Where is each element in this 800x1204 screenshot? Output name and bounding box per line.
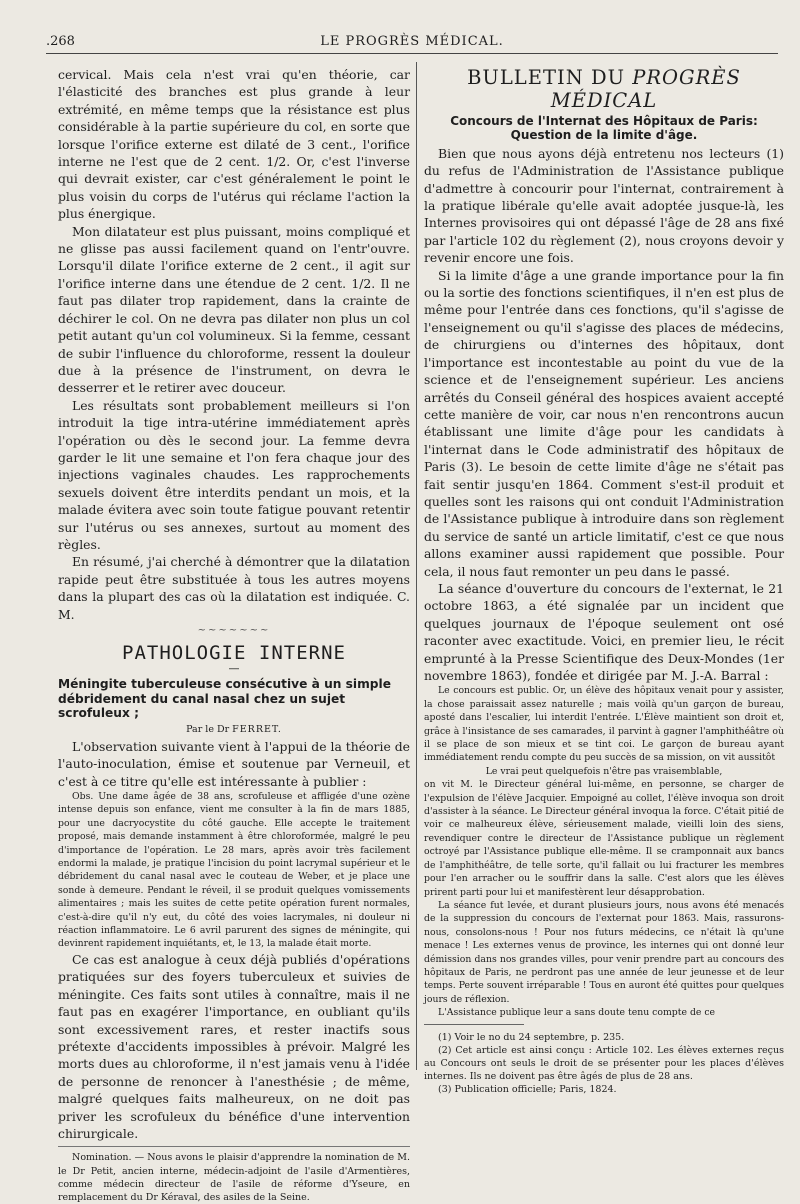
left-column [58, 66, 410, 1204]
section-title: PATHOLOGIE INTERNE [122, 642, 346, 664]
nomination-note [58, 1151, 410, 1204]
quotation-aside: Le vrai peut quelquefois n'être pas vraisemblable, [485, 765, 723, 777]
header-rule [46, 53, 778, 54]
column-divider [416, 62, 417, 1070]
ornament-divider: ~~~~~~~ [197, 625, 271, 636]
journal-title: LE PROGRÈS MÉDICAL. [320, 34, 504, 49]
separator-rule [58, 1146, 410, 1147]
paragraph-text: En résumé, j'ai cherché à démontrer que la dilatation rapide peut être substituée à tous les autres moyens dans la plupart des cas où la dilatation est indiquée. [58, 554, 410, 605]
quotation: L'Assistance publique leur a sans doute tenu compte de ce [438, 1007, 716, 1019]
right-column [424, 66, 784, 1097]
signature: C. M. [58, 589, 410, 622]
paragraph: Si la limite d'âge a une grande importance pour la fin ou la sortie des fonctions scientifiques, il n'en est plus de même pour l'entrée dans ces fonctions, qu'il s'agisse de l'enseignement ou qu'il s'agisse des places de médecins, de chirurgiens ou d'internes des hôpitaux, dont l'importance est incontestable au point du vue de la science et de l'enseignement supérieur. Les anciens arrêtés du Conseil général des hospices avaient accepté cette manière de voir, car nous n'en rencontrons aucun établissant une limite d'âge pour les candidats à l'internat dans le Code administratif des hôpitaux de Paris (3). Le besoin de cette limite d'âge ne s'était pas fait sentir jusqu'en 1864. Comment s'est-il produit et quelles sont les raisons qui ont conduit l'Administration de l'Assistance publique à introduire dans son règlement du service de santé un article limitatif, c'est ce que nous allons examiner aussi rapidement que possible. Pour cela, il nous faut remonter un peu dans le passé. [424, 267, 784, 579]
quotation: on vit M. le Directeur général lui-même, en personne, se charger de l'expulsion de l'élève Jacquier. Empoigné au collet, l'élève invoqua son droit d'assister à la séance. Le Directeur général invoqua la force. C'était pitié de voir ce malheureux élève, sérieusement malade, vieilli loin des siens, revendiquer contre le directeur de l'Assistance publique un règlement octroyé par l'Assistance publique elle-même. Il se cramponnait aux bancs de l'amphithéâtre, de telle sorte, qu'il fallait ou lui fracturer les membres pour l'en arracher ou le souffrir dans la salle. C'est alors que les élèves prirent parti pour lui et manifestèrent leur désapprobation. [424, 779, 784, 898]
page-header [46, 34, 778, 54]
footnote-rule [424, 1024, 524, 1025]
bulletin-title [424, 66, 784, 112]
nomination-label: Nomination. [72, 1152, 132, 1164]
paragraph: Bien que nous ayons déjà entretenu nos lecteurs (1) du refus de l'Administration de l'Assistance publique d'admettre à concourir pour l'internat, contrairement à la pratique libérale qu'elle avait adoptée jusque-là, les Internes provisoires qui ont dépassé l'âge de 28 ans fixé par l'article 102 du règlement (2), nous croyons devoir y revenir encore une fois. [424, 145, 784, 266]
footnote: (2) Cet article est ainsi conçu : Article 102. Les élèves externes reçus au Concours ont seuls le droit de se présenter pour les places d'élèves internes. Ils ne doivent pas être âgés de plus de 28 ans. [424, 1044, 784, 1083]
paragraph [58, 553, 410, 623]
quotation: Le concours est public. Or, un élève des hôpitaux venait pour y assister, la chose paraissait assez naturelle ; mais voilà qu'un garçon de bureau, aposté dans l'escalier, lui interdit l'entrée. L'Élève maintient son droit et, grâce à l'insistance de ses camarades, il parvint à gagner l'amphithéâtre où il se place de son mieux et se tint coi. Le garçon de bureau ayant immédiatement rendu compte du peu succès de sa mission, on vit aussitôt [424, 685, 784, 764]
paragraph: cervical. Mais cela n'est vrai qu'en théorie, car l'élasticité des branches est plus grande à leur extrémité, en même temps que la résistance est plus considérable à la partie supérieure du col, en sorte que lorsque l'orifice externe est dilaté de 3 cent., l'orifice interne ne l'est que de 2 cent. 1/2. Or, c'est l'inverse qui devrait exister, car c'est généralement le point le plus voisin du corps de l'utérus qui réclame l'action la plus énergique. [58, 67, 410, 222]
bulletin-title-plain: BULLETIN DU [467, 66, 626, 89]
paragraph: Les résultats sont probablement meilleurs si l'on introduit la tige intra-utérine immédiatement après l'opération ou dès le second jour. La femme devra garder le lit une semaine et l'on fera chaque jour des injections vaginales chaudes. Les rapprochements sexuels doivent être interdits pendant un mois, et la malade évitera avec soin toute fatigue pouvant retentir sur l'utérus ou ses annexes, surtout au moment des règles. [58, 397, 410, 552]
title-dash: — [228, 662, 240, 675]
paragraph: L'observation suivante vient à l'appui de la théorie de l'auto-inoculation, émise et soutenue par Verneuil, et c'est à ce titre qu'elle est intéressante à publier : [58, 738, 410, 789]
bulletin-subhead: Concours de l'Internat des Hôpitaux de Paris: Question de la limite d'âge. [450, 114, 758, 143]
byline [58, 724, 410, 735]
article-title: Méningite tuberculeuse consécutive à un simple débridement du canal nasal chez un sujet scrofuleux ; [58, 677, 391, 721]
observation: Obs. Une dame âgée de 38 ans, scrofuleuse et affligée d'une ozène intense depuis son enfance, vient me consulter à la fin de mars 1885, pour une dacryocystite du côté gauche. Elle accepte le traitement proposé, mais demande instamment à être chloroformée, malgré le peu d'importance de l'opération. Le 28 mars, après avoir très facilement endormi la malade, je pratique l'incision du point lacrymal supérieur et le débridement du canal nasal avec le couteau de Weber, et je place une sonde à demeure. Pendant le réveil, il se produit quelques vomissements alimentaires ; mais les suites de cette petite opération furent normales, c'est-à-dire qu'il n'y eut, du côté des voies lacrymales, ni douleur ni réaction inflammatoire. Le 6 avril parurent des signes de méningite, qui devinrent rapidement inquiétants, et, le 13, la malade était morte. [58, 791, 410, 950]
author-name: FERRET. [232, 723, 282, 735]
paragraph: Mon dilatateur est plus puissant, moins compliqué et ne glisse pas aussi facilement quand on l'entr'ouvre. Lorsqu'il dilate l'orifice externe de 2 cent., il agit sur l'orifice interne dans une étendue de 2 cent. 1/2. Il ne faut pas dilater trop rapidement, dans la crainte de déchirer le col. On ne devra pas dilater non plus un col petit autant qu'un col volumineux. Si la femme, cessant de subir l'influence du chloroforme, ressent la douleur due à la présence de l'instrument, on devra le desserrer et le retirer avec douceur. [58, 223, 410, 396]
paragraph: La séance d'ouverture du concours de l'externat, le 21 octobre 1863, a été signalée par un incident que quelques journaux de l'époque seulement ont osé raconter avec exactitude. Voici, en premier lieu, le récit emprunté à la Presse Scientifique des Deux-Mondes (1er novembre 1863), fondée et dirigée par M. J.-A. Barral : [424, 580, 784, 683]
footnote: (1) Voir le no du 24 septembre, p. 235. [438, 1031, 625, 1043]
nomination-text: — Nous avons le plaisir d'apprendre la nomination de M. le Dr Petit, ancien interne, médecin-adjoint de l'asile d'Armentières, comme médecin directeur de l'asile de réforme d'Yseure, en remplacement du Dr Kéraval, des asiles de la Seine. [58, 1152, 410, 1203]
byline-par: Par le Dr [186, 723, 230, 735]
page-number: .268 [46, 34, 75, 49]
quotation: La séance fut levée, et durant plusieurs jours, nous avons été menacés de la suppression du concours de l'externat pour 1863. Mais, rassurons-nous, consolons-nous ! Pour nos futurs médecins, ce n'était là qu'une menace ! Les externes venus de province, les internes qui ont donné leur démission dans nos grandes villes, pour venir prendre part au concours des hôpitaux de Paris, ne perdront pas une année de leur jeunesse et de leur temps. Perte souvent irréparable ! Tous en auront été quittes pour quelques jours de réflexion. [424, 899, 784, 1005]
footnote: (3) Publication officielle; Paris, 1824. [438, 1084, 617, 1096]
bulletin-title-italic: PROGRÈS MÉDICAL [550, 66, 741, 112]
paragraph: Ce cas est analogue à ceux déjà publiés d'opérations pratiquées sur des foyers tuberculeux et suivies de méningite. Ces faits sont utiles à connaître, mais il ne faut pas en exagérer l'importance, en oubliant qu'ils sont excessivement rares, et rester inactifs sous prétexte d'accidents impossibles à prévoir. Malgré les morts dues au chloroforme, il n'est jamais venu à l'idée de personne de renoncer à l'anesthésie ; de même, malgré quelques faits malheureux, on ne doit pas priver les scrofuleux du bénéfice d'une intervention chirurgicale. [58, 951, 410, 1141]
